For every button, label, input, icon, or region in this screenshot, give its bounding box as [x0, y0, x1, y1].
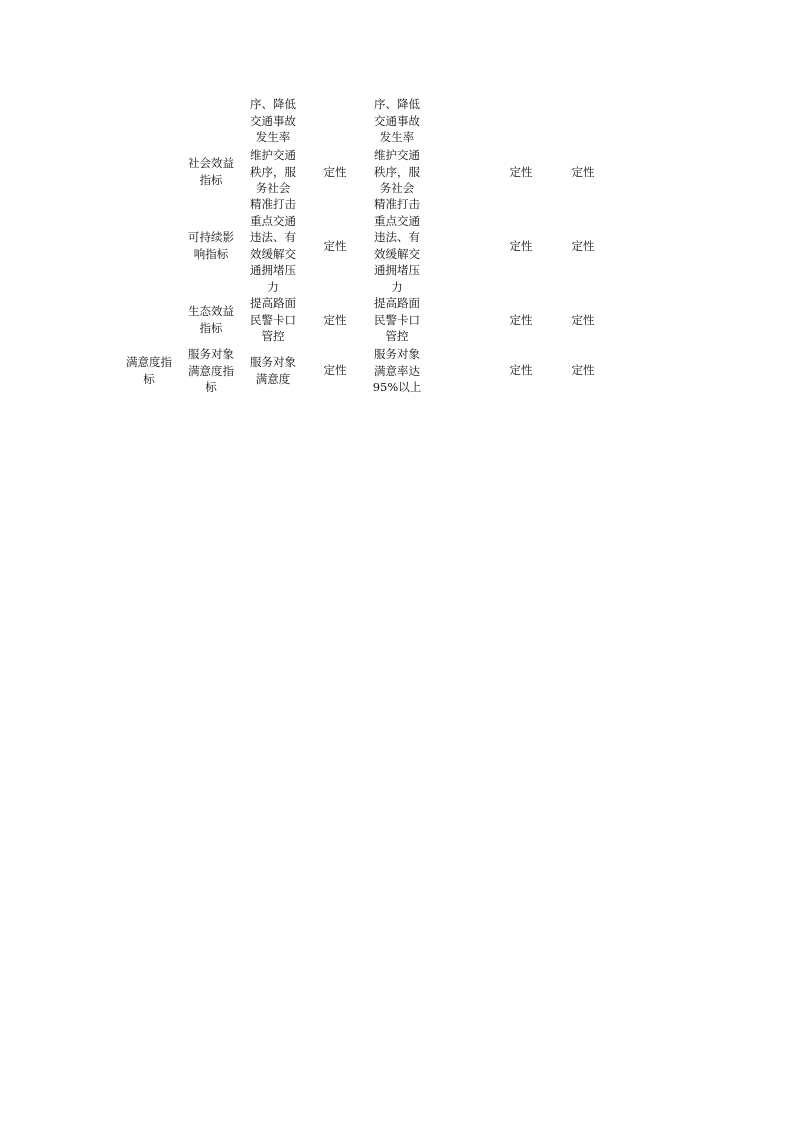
- secondary-indicator-cell: 社会效益 指标: [188, 156, 234, 187]
- indicator-target-cell: 序、降低 交通事故 发生率: [374, 97, 420, 145]
- primary-indicator-cell: 满意度指 标: [126, 355, 172, 386]
- evaluation-cell: 定性: [509, 313, 533, 327]
- secondary-indicator-cell: 可持续影 响指标: [188, 230, 234, 261]
- secondary-indicator-cell: 服务对象 满意度指 标: [188, 347, 234, 395]
- indicator-type-cell: 定性: [323, 313, 347, 327]
- indicator-target-cell: 精准打击 重点交通 违法、有 效缓解交 通拥堵压 力: [374, 197, 420, 294]
- indicator-content-cell: 精准打击 重点交通 违法、有 效缓解交 通拥堵压 力: [250, 197, 296, 294]
- evaluation-cell: 定性: [571, 313, 595, 327]
- evaluation-cell: 定性: [571, 239, 595, 253]
- indicator-content-cell: 提高路面 民警卡口 管控: [250, 296, 296, 344]
- secondary-indicator-cell: 生态效益 指标: [188, 304, 234, 335]
- evaluation-cell: 定性: [509, 239, 533, 253]
- evaluation-cell: 定性: [571, 363, 595, 377]
- indicator-content-cell: 服务对象 满意度: [250, 355, 296, 386]
- evaluation-cell: 定性: [509, 165, 533, 179]
- indicator-type-cell: 定性: [323, 165, 347, 179]
- indicator-type-cell: 定性: [323, 239, 347, 253]
- indicator-target-cell: 提高路面 民警卡口 管控: [374, 296, 420, 344]
- indicator-target-cell: 服务对象 满意率达 95%以上: [372, 347, 422, 395]
- indicator-type-cell: 定性: [323, 363, 347, 377]
- evaluation-cell: 定性: [571, 165, 595, 179]
- indicator-content-cell: 序、降低 交通事故 发生率: [250, 97, 296, 145]
- evaluation-cell: 定性: [509, 363, 533, 377]
- indicator-content-cell: 维护交通 秩序，服 务社会: [250, 148, 296, 196]
- indicator-target-cell: 维护交通 秩序，服 务社会: [374, 148, 420, 196]
